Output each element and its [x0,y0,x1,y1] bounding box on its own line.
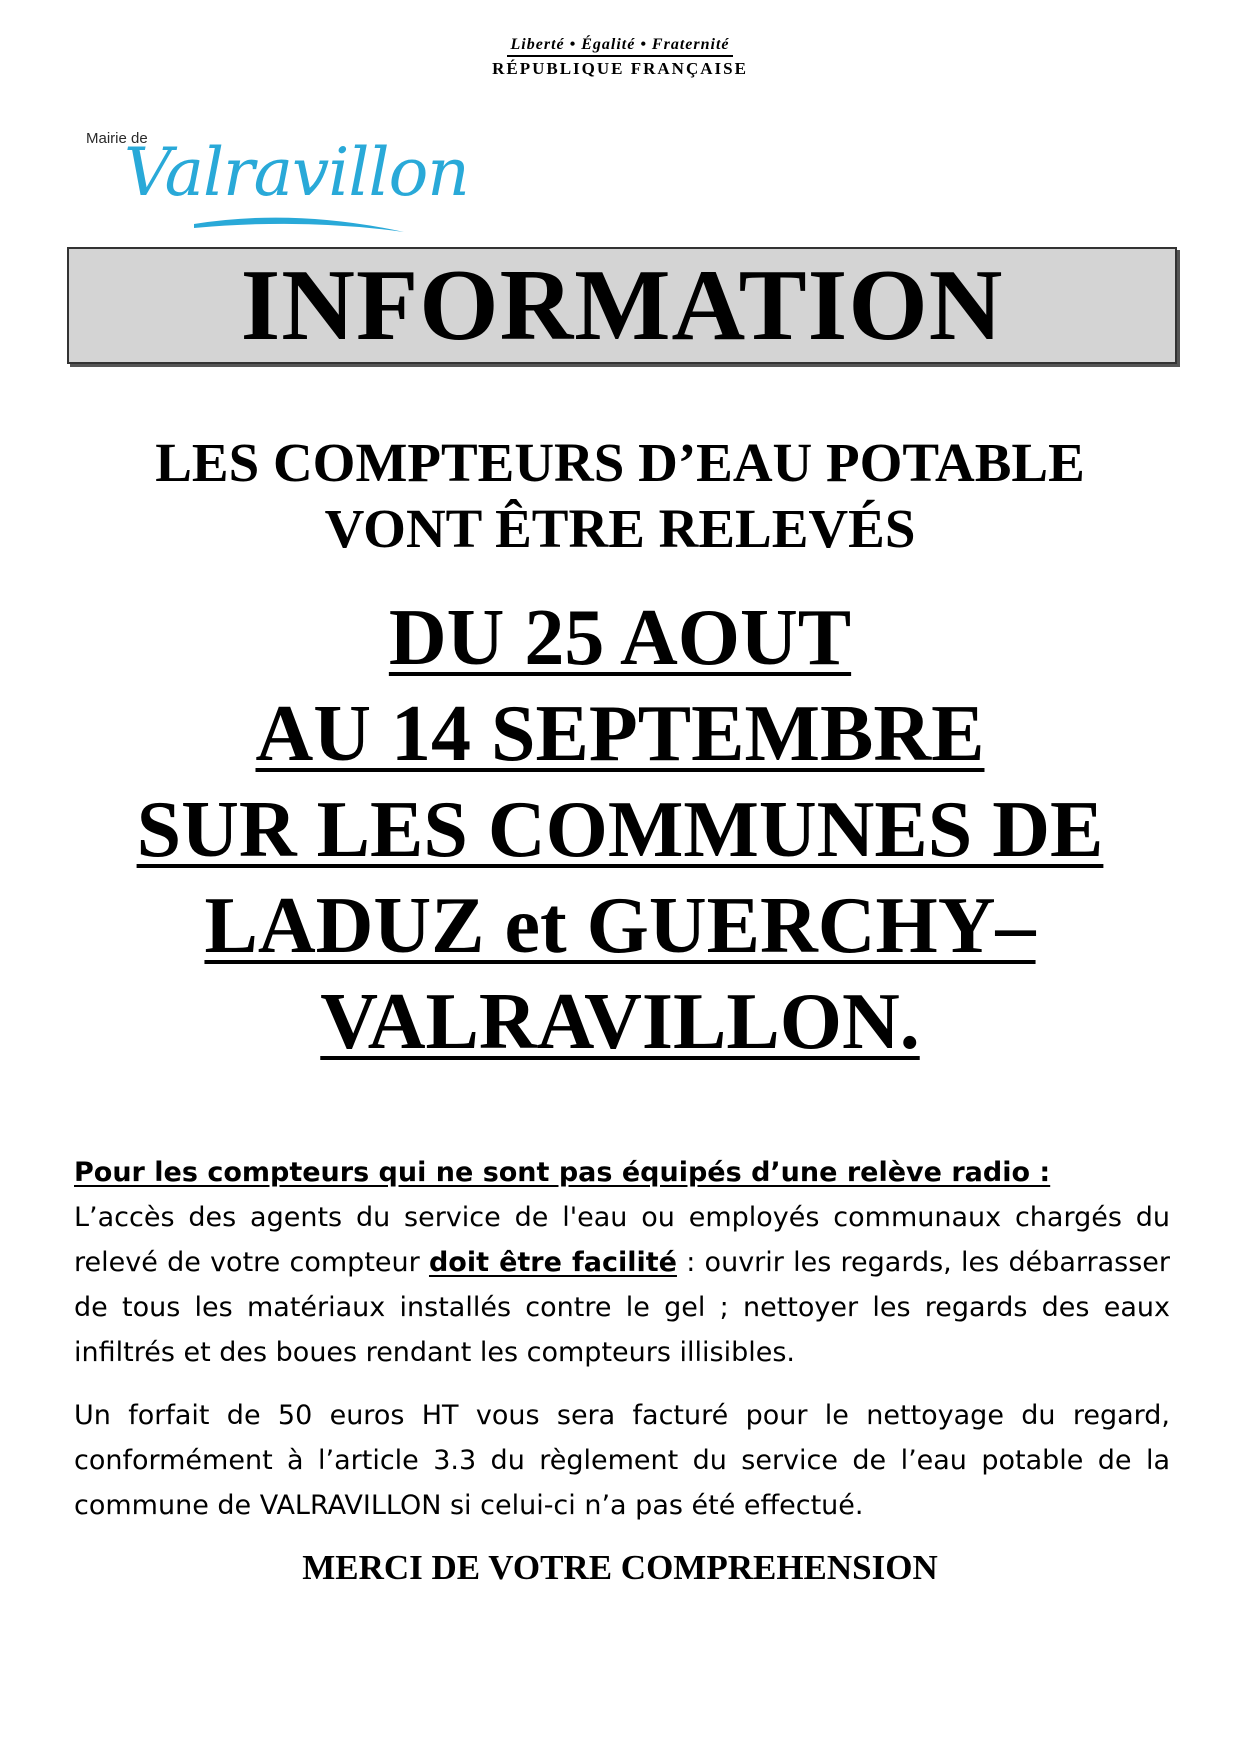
body-p1-emphasis: doit être facilité [428,1247,677,1278]
logo-wordmark: Valravillon [124,134,469,211]
dates-line-4-text: LADUZ et GUERCHY– [204,882,1036,970]
dates-line-1-text: DU 25 AOUT [388,594,852,682]
dates-block [0,590,1240,1070]
dates-line-5-text: VALRAVILLON. [320,978,920,1066]
republic-name: RÉPUBLIQUE FRANÇAISE [492,59,748,78]
dates-line-5 [0,974,1240,1070]
dates-line-1 [0,590,1240,686]
notice-line-1: LES COMPTEURS D’EAU POTABLE [155,432,1085,493]
body-paragraph-2: Un forfait de 50 euros HT vous sera facturé pour le nettoyage du regard, conformément à l’article 3.3 du règlement du service de l’eau potable de la commune de VALRAVILLON si celui-ci n’a pas été effectué. [74,1400,1170,1521]
banner-title: INFORMATION [240,248,1004,362]
dates-line-3-text: SUR LES COMMUNES DE [136,786,1104,874]
dates-line-3 [0,782,1240,878]
notice-line-2: VONT ÊTRE RELEVÉS [324,498,916,559]
logo-wave-icon [84,128,484,238]
body-paragraph-1 [74,1195,1170,1375]
body-p1-part2: : ouvrir les regards, les débarrasser de tous les matériaux installés contre le gel ; nettoyer les regards des eaux infiltrés et des boues rendant les compteurs illisibles. [74,1247,1170,1368]
body-p1-part1: L’accès des agents du service de l'eau ou employés communaux chargés du relevé de votre compteur [74,1202,1170,1278]
closing-thanks: MERCI DE VOTRE COMPREHENSION [302,1548,938,1587]
valravillon-logo [84,128,484,238]
dates-line-2-text: AU 14 SEPTEMBRE [255,690,985,778]
republic-header [0,36,1240,79]
notice-heading [0,430,1240,562]
body-lead: Pour les compteurs qui ne sont pas équipés d’une relève radio : [74,1157,1051,1188]
logo-prefix: Mairie de [86,130,148,147]
information-banner [67,247,1177,364]
dates-line-2 [0,686,1240,782]
body-text [74,1150,1170,1528]
dates-line-4 [0,878,1240,974]
republic-motto: Liberté • Égalité • Fraternité [507,36,734,57]
body-lead-paragraph [74,1150,1170,1195]
